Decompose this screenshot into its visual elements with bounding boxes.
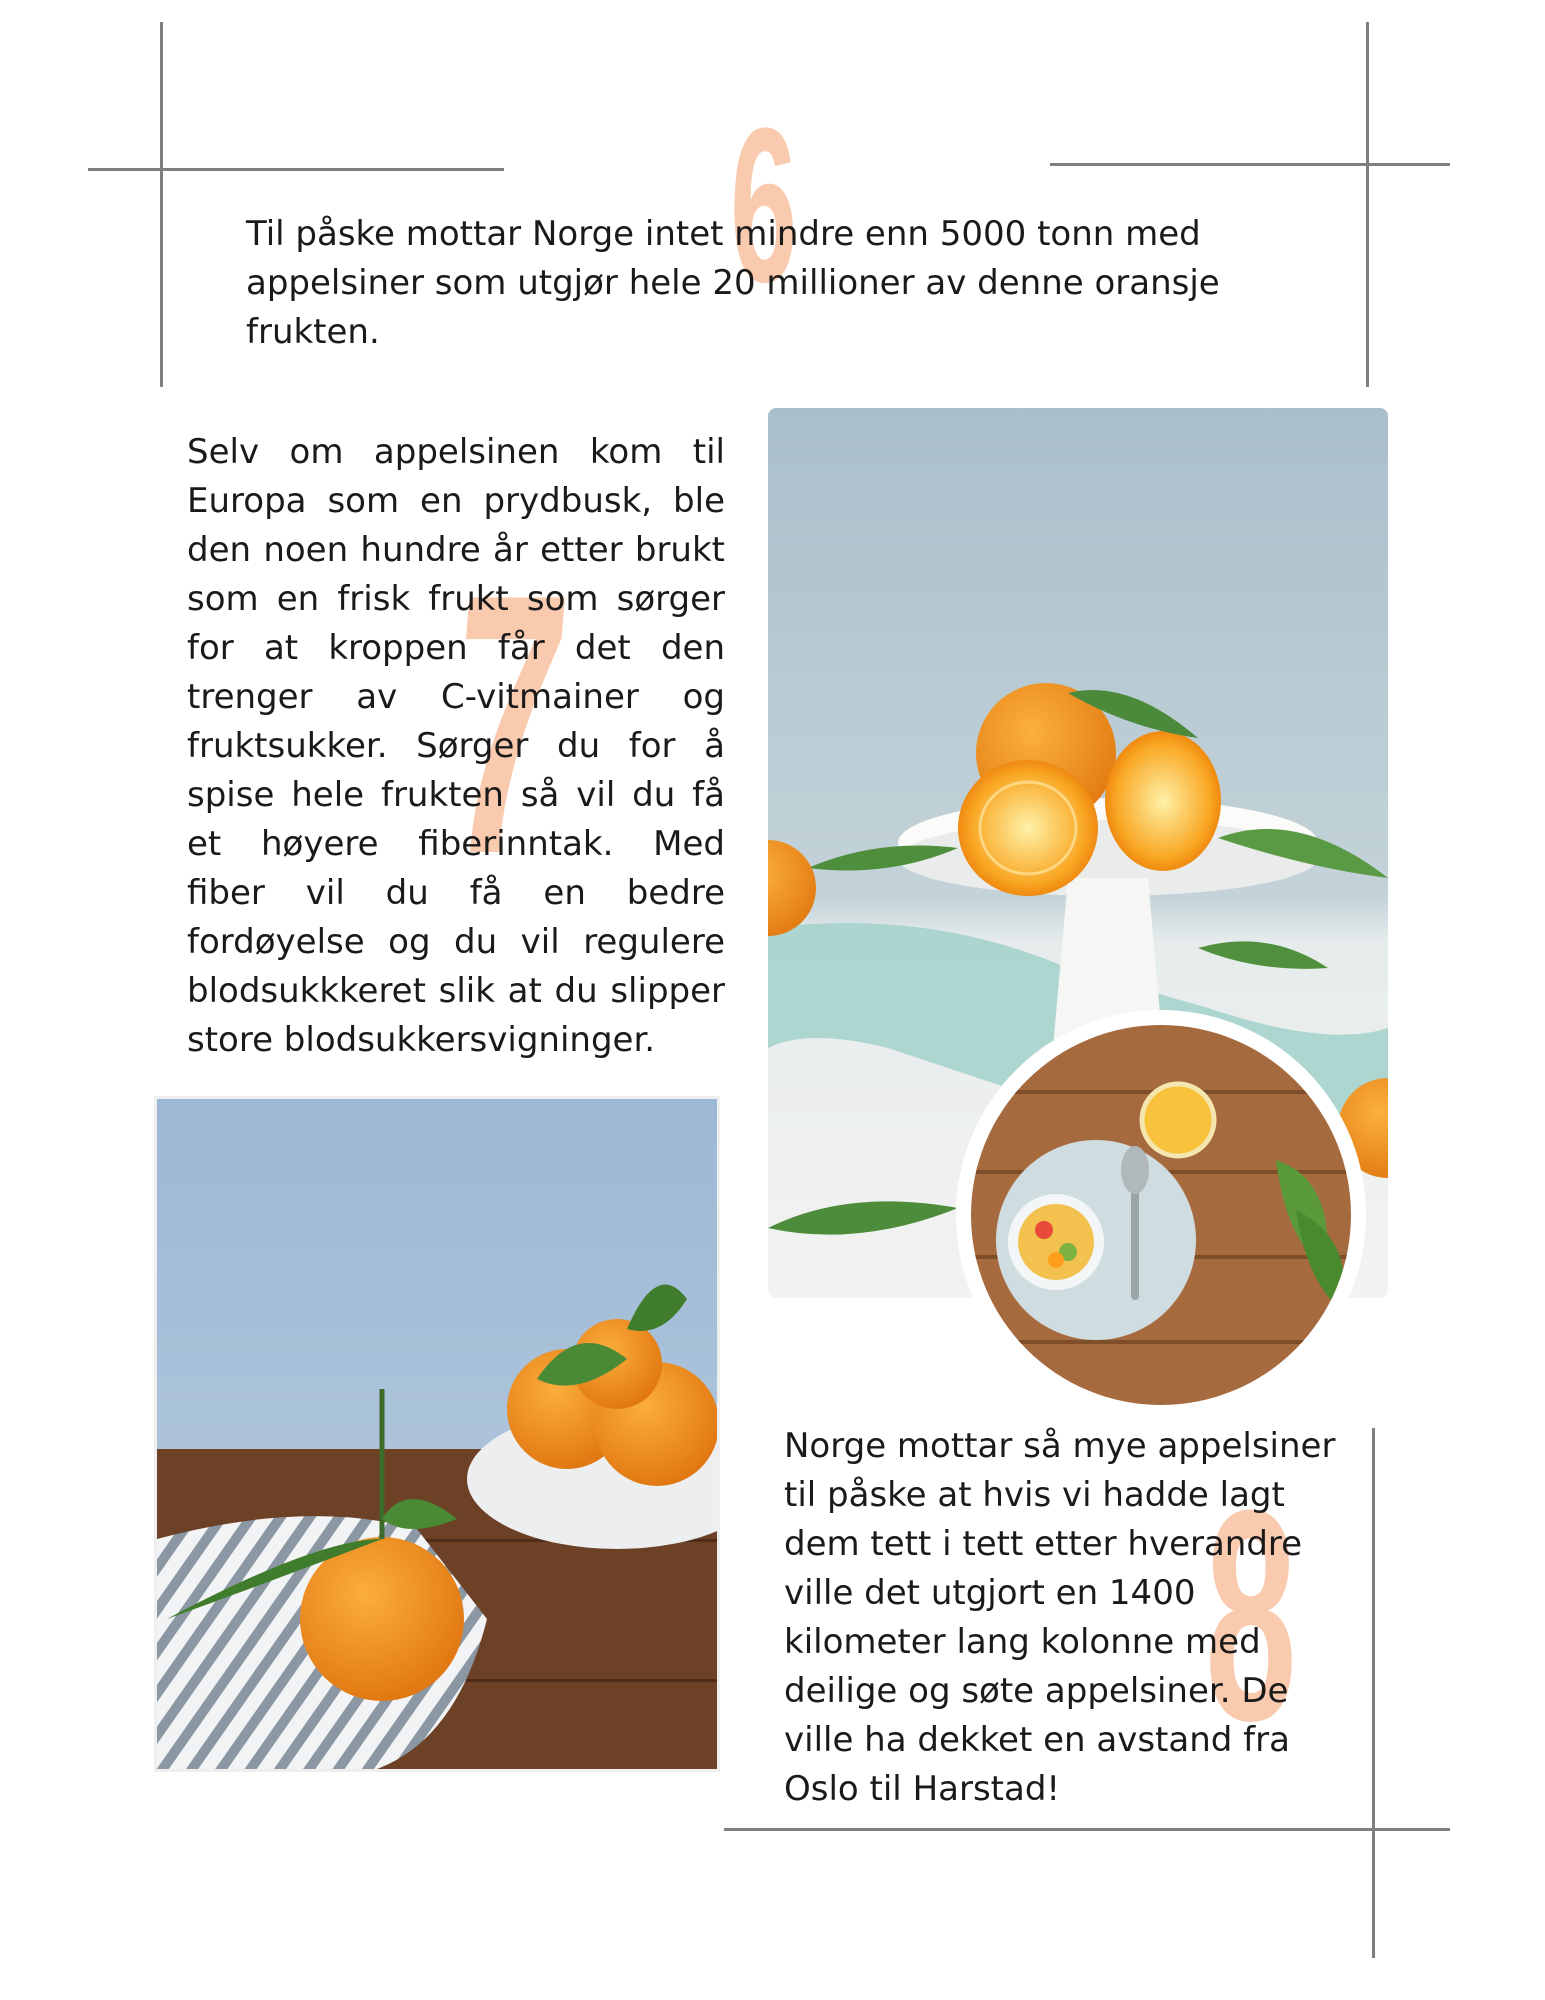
section-number-6: 6 [730,82,798,328]
section-number-7: 7 [434,518,580,931]
photo-circle-fruit-salad [956,1010,1366,1420]
section-7-text: Selv om appelsinen kom til Europa som en prydbusk, ble den noen hundre år etter brukt som en frisk frukt som sørger for at kroppen får det den trenger av C-vitmainer og fruktsukker. Sørger du for å spise hele frukten så vil du få et høyere fiberinntak. Med fiber vil du få en bedre fordøyelse og du vil regulere blodsukkkeret slik at du slipper store blodsukkersvigninger. [187,432,725,1060]
frame-line-top-right-horizontal [1050,163,1450,166]
frame-line-top-left-vertical [160,22,163,387]
frame-line-top-right-vertical [1366,22,1369,387]
frame-line-top-left-horizontal [88,168,504,171]
photo-mandarins-towel [154,1096,720,1772]
frame-line-bottom-right-horizontal [724,1828,1450,1831]
section-6-text: Til påske mottar Norge intet mindre enn 5000 tonn med appelsiner som utgjør hele 20 millioner av denne oransje frukten. [246,214,1220,352]
section-number-8: 8 [1205,1447,1297,1783]
section-8-text: Norge mottar så mye appelsiner til påske at hvis vi hadde lagt dem tett i tett etter hverandre ville det utgjort en 1400 kilometer lang kolonne med deilige og søte appelsiner. De ville ha dekket en avstand fra Oslo til Harstad! [784,1426,1336,1809]
frame-line-bottom-right-vertical [1372,1428,1375,1958]
